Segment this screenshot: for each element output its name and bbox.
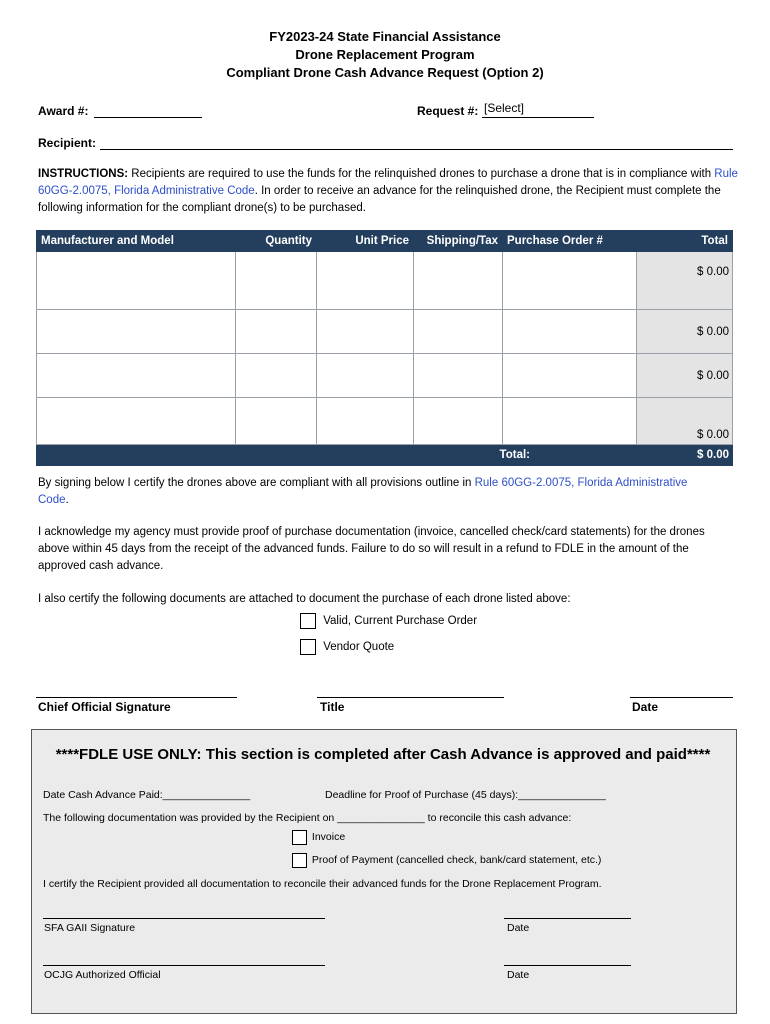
- title-line-3: Compliant Drone Cash Advance Request (Option 2): [226, 65, 544, 80]
- quantity-cell[interactable]: [236, 252, 317, 310]
- fdle-title: ****FDLE USE ONLY: This section is completed after Cash Advance is approved and paid****: [55, 746, 711, 763]
- purchase-order-checkbox[interactable]: [300, 613, 316, 629]
- documents-paragraph: I also certify the following documents are attached to document the purchase of each drone listed above:: [38, 593, 571, 605]
- title-line-2: Drone Replacement Program: [295, 47, 475, 62]
- shipping-tax-cell[interactable]: [414, 252, 503, 310]
- award-field[interactable]: [94, 117, 202, 118]
- col-total: Total: [637, 231, 733, 252]
- option-purchase-order: [300, 613, 477, 630]
- fdle-certify-text: I certify the Recipient provided all documentation to reconcile their advanced funds for the Drone Replacement Program.: [43, 878, 602, 890]
- purchase-order-cell[interactable]: [503, 310, 637, 354]
- option-proof: [292, 853, 601, 868]
- chief-signature-line[interactable]: [36, 697, 237, 698]
- title-label: Title: [320, 700, 345, 714]
- instructions-text-1: Recipients are required to use the funds for the relinquished drones to purchase a drone that is in compliance with: [128, 168, 715, 180]
- date-label: Date: [632, 700, 659, 714]
- unit-price-cell[interactable]: [317, 354, 414, 398]
- certify-end: .: [65, 494, 69, 506]
- manufacturer-cell[interactable]: [37, 398, 236, 445]
- request-label: Request #:: [417, 104, 479, 118]
- unit-price-cell[interactable]: [317, 252, 414, 310]
- sfa-date-label: Date: [507, 922, 530, 934]
- ocjg-date-label: Date: [507, 969, 530, 981]
- col-quantity: Quantity: [236, 231, 317, 252]
- acknowledge-paragraph: I acknowledge my agency must provide proof of purchase documentation (invoice, cancelled check/card statements) for the drones above within 45 days from the receipt of the advanced funds. Failure to do so will result in a refund to FDLE in the amount of the approved cash advance.: [38, 526, 705, 572]
- option-invoice: [292, 830, 345, 845]
- table-row: [37, 252, 733, 310]
- option-vendor-quote: [300, 639, 394, 656]
- table-row: [37, 310, 733, 354]
- grand-total-value: $ 0.00: [637, 445, 733, 466]
- request-field-line: [482, 117, 594, 118]
- certify-text: By signing below I certify the drones above are compliant with all provisions outline in: [38, 477, 475, 489]
- title-line[interactable]: [317, 697, 504, 698]
- row-total-cell: $ 0.00: [637, 354, 733, 398]
- drone-table: [36, 230, 733, 466]
- sfa-date-line[interactable]: [504, 918, 631, 919]
- award-label: Award #:: [38, 104, 89, 118]
- purchase-order-cell[interactable]: [503, 398, 637, 445]
- recipient-label: Recipient:: [38, 136, 97, 150]
- vendor-quote-checkbox[interactable]: [300, 639, 316, 655]
- unit-price-cell[interactable]: [317, 310, 414, 354]
- purchase-order-cell[interactable]: [503, 354, 637, 398]
- col-manufacturer: Manufacturer and Model: [37, 231, 236, 252]
- rule-link[interactable]: Rule 60GG-2.0075, Florida Administrative Code: [38, 168, 738, 197]
- recipient-field[interactable]: [100, 149, 733, 150]
- shipping-tax-cell[interactable]: [414, 354, 503, 398]
- invoice-label: Invoice: [311, 831, 346, 844]
- vendor-quote-label: Vendor Quote: [323, 641, 395, 654]
- shipping-tax-cell[interactable]: [414, 398, 503, 445]
- proof-checkbox[interactable]: [292, 853, 307, 868]
- provided-field[interactable]: The following documentation was provided by the Recipient on _______________ to reconcile this cash advance:: [43, 812, 572, 824]
- table-row: [37, 398, 733, 445]
- deadline-field[interactable]: Deadline for Proof of Purchase (45 days):_______________: [325, 789, 606, 801]
- row-total-cell: $ 0.00: [637, 310, 733, 354]
- proof-label: Proof of Payment (cancelled check, bank/card statement, etc.): [311, 854, 602, 867]
- invoice-checkbox[interactable]: [292, 830, 307, 845]
- request-select[interactable]: [Select]: [484, 101, 525, 115]
- manufacturer-cell[interactable]: [37, 354, 236, 398]
- manufacturer-cell[interactable]: [37, 252, 236, 310]
- certify-paragraph-1: [38, 475, 718, 509]
- table-row: [37, 354, 733, 398]
- instructions: [38, 166, 738, 217]
- purchase-order-cell[interactable]: [503, 252, 637, 310]
- row-total-cell: $ 0.00: [637, 398, 733, 445]
- page-title: [0, 28, 770, 82]
- row-total-cell: $ 0.00: [637, 252, 733, 310]
- ocjg-signature-label: OCJG Authorized Official: [44, 969, 161, 981]
- quantity-cell[interactable]: [236, 354, 317, 398]
- title-line-1: FY2023-24 State Financial Assistance: [269, 29, 501, 44]
- sfa-signature-label: SFA GAII Signature: [44, 922, 136, 934]
- quantity-cell[interactable]: [236, 310, 317, 354]
- instructions-text-2: . In order to receive an advance for the relinquished drone, the Recipient must complete the following information for the compliant drone(s) to be purchased.: [38, 185, 721, 214]
- quantity-cell[interactable]: [236, 398, 317, 445]
- ocjg-signature-line[interactable]: [43, 965, 325, 966]
- sfa-signature-line[interactable]: [43, 918, 325, 919]
- col-unit-price: Unit Price: [317, 231, 414, 252]
- ocjg-date-line[interactable]: [504, 965, 631, 966]
- col-shipping-tax: Shipping/Tax: [414, 231, 503, 252]
- manufacturer-cell[interactable]: [37, 310, 236, 354]
- grand-total-label: Total:: [37, 445, 637, 466]
- date-paid-field[interactable]: Date Cash Advance Paid:_______________: [43, 789, 251, 801]
- date-line[interactable]: [630, 697, 733, 698]
- chief-signature-label: Chief Official Signature: [38, 700, 171, 714]
- rule-link-2[interactable]: Rule 60GG-2.0075, Florida Administrative Code: [38, 477, 688, 506]
- shipping-tax-cell[interactable]: [414, 310, 503, 354]
- col-purchase-order: Purchase Order #: [503, 231, 637, 252]
- table-footer-row: [37, 445, 733, 466]
- purchase-order-label: Valid, Current Purchase Order: [323, 615, 478, 628]
- instructions-heading: INSTRUCTIONS:: [38, 168, 129, 180]
- table-header-row: [37, 231, 733, 252]
- unit-price-cell[interactable]: [317, 398, 414, 445]
